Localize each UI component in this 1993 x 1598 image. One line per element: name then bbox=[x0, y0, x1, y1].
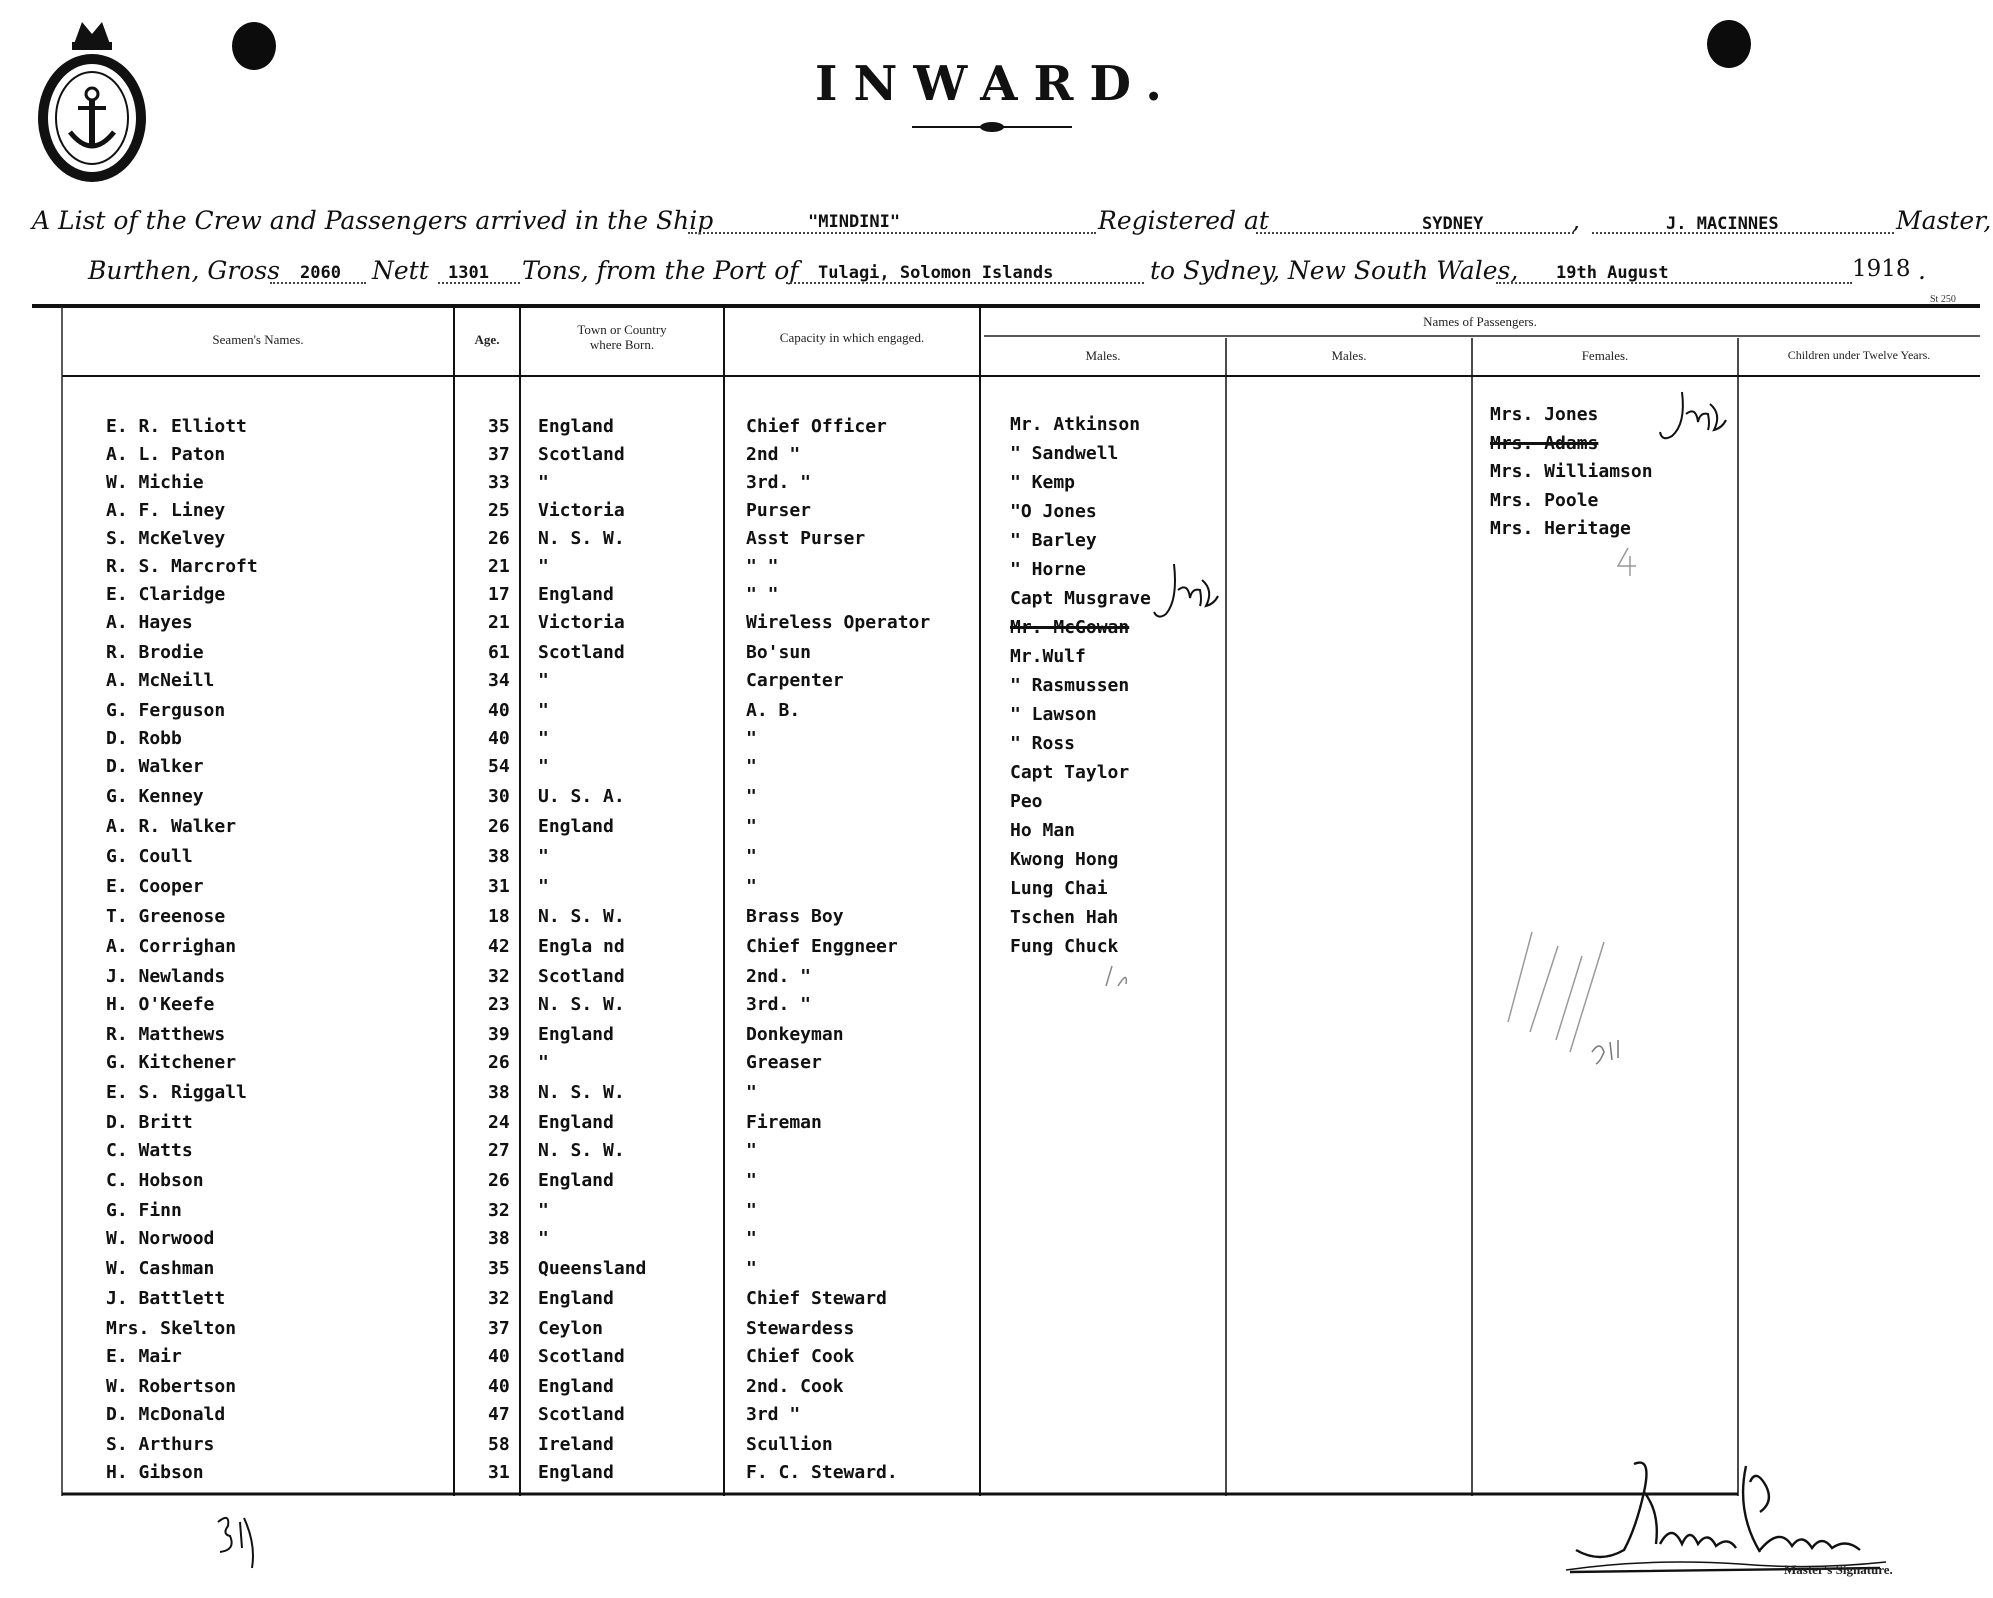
male-passenger-name: Kwong Hong bbox=[1010, 849, 1119, 870]
male-passenger-name: Lung Chai bbox=[1010, 878, 1108, 899]
crew-capacity: " bbox=[746, 1170, 757, 1191]
crew-age: 37 bbox=[488, 444, 510, 465]
male-passenger-name: Ho Man bbox=[1010, 820, 1076, 841]
male-passenger-name: Peo bbox=[1010, 791, 1043, 812]
col-females: Females. bbox=[1581, 348, 1629, 363]
registered-port: SYDNEY bbox=[1422, 214, 1484, 234]
crew-capacity: Asst Purser bbox=[746, 528, 866, 549]
crew-name: A. R. Walker bbox=[106, 816, 237, 837]
crew-birthplace: " bbox=[538, 728, 549, 749]
crew-name: W. Norwood bbox=[106, 1228, 215, 1249]
crew-age: 25 bbox=[488, 500, 510, 521]
pencil-tally-marks bbox=[1500, 912, 1640, 1072]
crew-capacity: 3rd " bbox=[746, 1404, 801, 1425]
crew-capacity: 3rd. " bbox=[746, 994, 812, 1015]
male-passenger-name: Capt Musgrave bbox=[1010, 588, 1151, 609]
crew-birthplace: Queensland bbox=[538, 1258, 647, 1279]
to-sydney-label: to Sydney, New South Wales, bbox=[1150, 256, 1519, 285]
crew-birthplace: Scotland bbox=[538, 1404, 625, 1425]
burthen-label: Burthen, Gross bbox=[88, 256, 280, 285]
crew-age: 17 bbox=[488, 584, 510, 605]
crew-birthplace: " bbox=[538, 670, 549, 691]
crew-birthplace: " bbox=[538, 876, 549, 897]
crew-capacity: 3rd. " bbox=[746, 472, 812, 493]
crew-capacity: Chief Steward bbox=[746, 1288, 887, 1309]
crew-age: 21 bbox=[488, 612, 510, 633]
crew-name: Mrs. Skelton bbox=[106, 1318, 237, 1339]
crew-birthplace: Ceylon bbox=[538, 1318, 604, 1339]
crew-age: 26 bbox=[488, 1170, 510, 1191]
crew-age: 24 bbox=[488, 1112, 510, 1133]
crew-age: 32 bbox=[488, 966, 510, 987]
male-passenger-name: " Lawson bbox=[1010, 704, 1097, 725]
crew-name: G. Ferguson bbox=[106, 700, 226, 721]
col-born-line-2: where Born. bbox=[589, 337, 655, 352]
crew-name: S. Arthurs bbox=[106, 1434, 215, 1455]
crew-age: 38 bbox=[488, 1228, 510, 1249]
crew-capacity: Chief Enggneer bbox=[746, 936, 898, 957]
tons-from-label: Tons, from the Port of bbox=[522, 256, 799, 285]
crew-name: E. S. Riggall bbox=[106, 1082, 247, 1103]
departure-port: Tulagi, Solomon Islands bbox=[818, 263, 1054, 283]
crew-capacity: " bbox=[746, 1228, 757, 1249]
crew-age: 61 bbox=[488, 642, 510, 663]
crew-capacity: Chief Officer bbox=[746, 416, 887, 437]
crew-name: T. Greenose bbox=[106, 906, 226, 927]
crew-age: 40 bbox=[488, 728, 510, 749]
crew-age: 27 bbox=[488, 1140, 510, 1161]
crew-age: 34 bbox=[488, 670, 510, 691]
female-passenger-name: Mrs. Heritage bbox=[1490, 518, 1631, 539]
crew-age: 39 bbox=[488, 1024, 510, 1045]
crew-name: D. Robb bbox=[106, 728, 182, 749]
col-born-line-1: Town or Country bbox=[577, 322, 667, 337]
crew-name: C. Watts bbox=[106, 1140, 193, 1161]
female-passenger-name: Mrs. Williamson bbox=[1490, 461, 1653, 482]
female-passenger-name: Mrs. Adams bbox=[1490, 432, 1599, 454]
crew-name: D. Walker bbox=[106, 756, 204, 777]
crew-name: S. McKelvey bbox=[106, 528, 226, 549]
registered-label: Registered at bbox=[1098, 206, 1269, 235]
crew-age: 35 bbox=[488, 1258, 510, 1279]
crew-name: D. Britt bbox=[106, 1112, 193, 1133]
crew-birthplace: England bbox=[538, 1288, 614, 1309]
crew-age: 35 bbox=[488, 416, 510, 437]
crew-birthplace: Scotland bbox=[538, 444, 625, 465]
crew-capacity: Carpenter bbox=[746, 670, 844, 691]
crew-name: A. F. Liney bbox=[106, 500, 226, 521]
crew-birthplace: England bbox=[538, 1462, 614, 1483]
crew-capacity: " bbox=[746, 1200, 757, 1221]
crew-birthplace: England bbox=[538, 1024, 614, 1045]
crew-capacity: Stewardess bbox=[746, 1318, 855, 1339]
col-males-1: Males. bbox=[1085, 348, 1121, 363]
crew-name: A. Corrighan bbox=[106, 936, 237, 957]
crew-capacity: F. C. Steward. bbox=[746, 1462, 898, 1483]
crew-age: 32 bbox=[488, 1288, 510, 1309]
crew-capacity: Chief Cook bbox=[746, 1346, 855, 1367]
crew-age: 26 bbox=[488, 1052, 510, 1073]
crew-birthplace: " bbox=[538, 756, 549, 777]
crew-birthplace: Engla nd bbox=[538, 936, 625, 957]
crew-name: A. McNeill bbox=[106, 670, 215, 691]
crew-birthplace: England bbox=[538, 1112, 614, 1133]
handwritten-initials-males bbox=[1150, 560, 1222, 630]
crew-capacity: " bbox=[746, 728, 757, 749]
crew-birthplace: England bbox=[538, 1170, 614, 1191]
col-seamen-names: Seamen's Names. bbox=[212, 332, 304, 347]
female-passenger-name: Mrs. Jones bbox=[1490, 404, 1599, 425]
crew-age: 23 bbox=[488, 994, 510, 1015]
crew-name: W. Cashman bbox=[106, 1258, 215, 1279]
crew-age: 37 bbox=[488, 1318, 510, 1339]
crew-birthplace: " bbox=[538, 846, 549, 867]
crew-birthplace: " bbox=[538, 700, 549, 721]
male-passenger-name: " Kemp bbox=[1010, 472, 1076, 493]
male-passenger-name: Mr. Atkinson bbox=[1010, 414, 1141, 435]
crew-name: G. Kitchener bbox=[106, 1052, 237, 1073]
crew-name: W. Michie bbox=[106, 472, 204, 493]
crew-capacity: 2nd. Cook bbox=[746, 1376, 844, 1397]
crew-birthplace: N. S. W. bbox=[538, 1140, 625, 1161]
crew-age: 21 bbox=[488, 556, 510, 577]
col-age: Age. bbox=[474, 332, 500, 347]
col-children: Children under Twelve Years. bbox=[1787, 348, 1931, 362]
gross-tons: 2060 bbox=[300, 263, 341, 283]
pencil-mark-four bbox=[1612, 544, 1642, 578]
crew-age: 38 bbox=[488, 1082, 510, 1103]
crew-birthplace: U. S. A. bbox=[538, 786, 625, 807]
crew-birthplace: Scotland bbox=[538, 642, 625, 663]
crew-capacity: A. B. bbox=[746, 700, 801, 721]
ship-list-label: A List of the Crew and Passengers arrived in the Ship bbox=[32, 206, 714, 235]
crew-birthplace: " bbox=[538, 472, 549, 493]
crew-birthplace: England bbox=[538, 416, 614, 437]
crew-birthplace: N. S. W. bbox=[538, 1082, 625, 1103]
ship-name: "MINDINI" bbox=[808, 212, 901, 232]
crew-name: J. Newlands bbox=[106, 966, 226, 987]
crew-age: 30 bbox=[488, 786, 510, 807]
crew-name: A. Hayes bbox=[106, 612, 193, 633]
crew-birthplace: Scotland bbox=[538, 966, 625, 987]
crew-capacity: 2nd " bbox=[746, 444, 801, 465]
crew-age: 33 bbox=[488, 472, 510, 493]
crew-age: 54 bbox=[488, 756, 510, 777]
crew-birthplace: Victoria bbox=[538, 500, 625, 521]
crew-age: 26 bbox=[488, 816, 510, 837]
male-passenger-name: " Rasmussen bbox=[1010, 675, 1130, 696]
crew-age: 47 bbox=[488, 1404, 510, 1425]
crew-capacity: " bbox=[746, 1140, 757, 1161]
crew-name: E. Cooper bbox=[106, 876, 204, 897]
crew-name: D. McDonald bbox=[106, 1404, 226, 1425]
crew-age: 42 bbox=[488, 936, 510, 957]
col-capacity: Capacity in which engaged. bbox=[779, 330, 925, 345]
crew-age: 40 bbox=[488, 700, 510, 721]
crew-capacity: Fireman bbox=[746, 1112, 822, 1133]
crew-birthplace: England bbox=[538, 1376, 614, 1397]
crew-name: G. Coull bbox=[106, 846, 193, 867]
male-passenger-name: " Horne bbox=[1010, 559, 1086, 580]
master-name: J. MACINNES bbox=[1666, 214, 1779, 234]
crew-capacity: Purser bbox=[746, 500, 812, 521]
crew-name: E. Mair bbox=[106, 1346, 182, 1367]
crew-birthplace: " bbox=[538, 1052, 549, 1073]
crew-age: 31 bbox=[488, 876, 510, 897]
handwritten-initials-females bbox=[1652, 384, 1732, 454]
crew-capacity: Wireless Operator bbox=[746, 612, 931, 633]
crew-age: 40 bbox=[488, 1376, 510, 1397]
crew-capacity: Brass Boy bbox=[746, 906, 844, 927]
crew-capacity: " bbox=[746, 846, 757, 867]
crew-name: R. S. Marcroft bbox=[106, 556, 258, 577]
male-passenger-name: Fung Chuck bbox=[1010, 936, 1119, 957]
crew-name: R. Brodie bbox=[106, 642, 204, 663]
crew-capacity: Donkeyman bbox=[746, 1024, 844, 1045]
male-passenger-name: "O Jones bbox=[1010, 501, 1097, 522]
crew-capacity: Bo'sun bbox=[746, 642, 812, 663]
crew-name: G. Finn bbox=[106, 1200, 182, 1221]
crew-birthplace: England bbox=[538, 816, 614, 837]
crew-capacity: 2nd. " bbox=[746, 966, 812, 987]
signature-label: Master's Signature. bbox=[1784, 1562, 1893, 1577]
crew-name: W. Robertson bbox=[106, 1376, 237, 1397]
crew-birthplace: " bbox=[538, 1200, 549, 1221]
period: . bbox=[1918, 256, 1926, 285]
crew-capacity: " bbox=[746, 876, 757, 897]
crew-age: 32 bbox=[488, 1200, 510, 1221]
nett-tons: 1301 bbox=[448, 263, 489, 283]
crew-name: H. O'Keefe bbox=[106, 994, 215, 1015]
crew-capacity: Greaser bbox=[746, 1052, 822, 1073]
crew-birthplace: Ireland bbox=[538, 1434, 614, 1455]
arrival-date: 19th August bbox=[1556, 263, 1669, 283]
crew-age: 58 bbox=[488, 1434, 510, 1455]
crew-age: 26 bbox=[488, 528, 510, 549]
crew-capacity: " bbox=[746, 1082, 757, 1103]
female-passenger-name: Mrs. Poole bbox=[1490, 489, 1599, 511]
crew-name: G. Kenney bbox=[106, 786, 204, 807]
crew-capacity: " bbox=[746, 786, 757, 807]
male-passenger-name: Capt Taylor bbox=[1010, 762, 1130, 783]
male-passenger-name: " Sandwell bbox=[1010, 443, 1119, 464]
crew-name: R. Matthews bbox=[106, 1024, 226, 1045]
crew-capacity: Scullion bbox=[746, 1434, 833, 1455]
crew-name: H. Gibson bbox=[106, 1462, 204, 1483]
crew-capacity: " bbox=[746, 1258, 757, 1279]
handwritten-count bbox=[212, 1508, 262, 1578]
crew-birthplace: England bbox=[538, 584, 614, 605]
crew-age: 38 bbox=[488, 846, 510, 867]
comma: , bbox=[1572, 206, 1580, 235]
crew-name: J. Battlett bbox=[106, 1288, 226, 1309]
crew-name: E. R. Elliott bbox=[106, 416, 247, 437]
male-passenger-name: " Barley bbox=[1010, 530, 1097, 551]
crew-age: 40 bbox=[488, 1346, 510, 1367]
nett-label: Nett bbox=[372, 256, 429, 285]
crew-birthplace: " bbox=[538, 556, 549, 577]
col-males-2: Males. bbox=[1331, 348, 1367, 363]
crew-birthplace: Scotland bbox=[538, 1346, 625, 1367]
male-passenger-name: Tschen Hah bbox=[1010, 907, 1119, 928]
male-passenger-name: Mr.Wulf bbox=[1010, 646, 1086, 667]
male-passenger-name: Mr. McGowan bbox=[1010, 617, 1130, 638]
page-title: INWARD. bbox=[815, 56, 1178, 112]
form-code: St 250 bbox=[1930, 294, 1956, 305]
crew-name: E. Claridge bbox=[106, 584, 226, 605]
crew-age: 31 bbox=[488, 1462, 510, 1483]
crew-name: C. Hobson bbox=[106, 1170, 204, 1191]
crew-birthplace: " bbox=[538, 1228, 549, 1249]
crew-birthplace: Victoria bbox=[538, 612, 625, 633]
master-label: Master, bbox=[1896, 206, 1992, 235]
crew-birthplace: N. S. W. bbox=[538, 994, 625, 1015]
male-passenger-name: " Ross bbox=[1010, 733, 1076, 754]
crew-age: 18 bbox=[488, 906, 510, 927]
arrival-year: 1918 bbox=[1852, 256, 1911, 282]
crew-name: A. L. Paton bbox=[106, 444, 226, 465]
crew-birthplace: N. S. W. bbox=[538, 906, 625, 927]
crew-birthplace: N. S. W. bbox=[538, 528, 625, 549]
col-passengers-group: Names of Passengers. bbox=[1423, 314, 1537, 329]
pencil-mark-males bbox=[1100, 962, 1140, 992]
col-born bbox=[520, 322, 724, 352]
crew-capacity: " bbox=[746, 756, 757, 777]
crew-capacity: " " bbox=[746, 584, 779, 605]
crew-capacity: " " bbox=[746, 556, 779, 577]
crew-capacity: " bbox=[746, 816, 757, 837]
